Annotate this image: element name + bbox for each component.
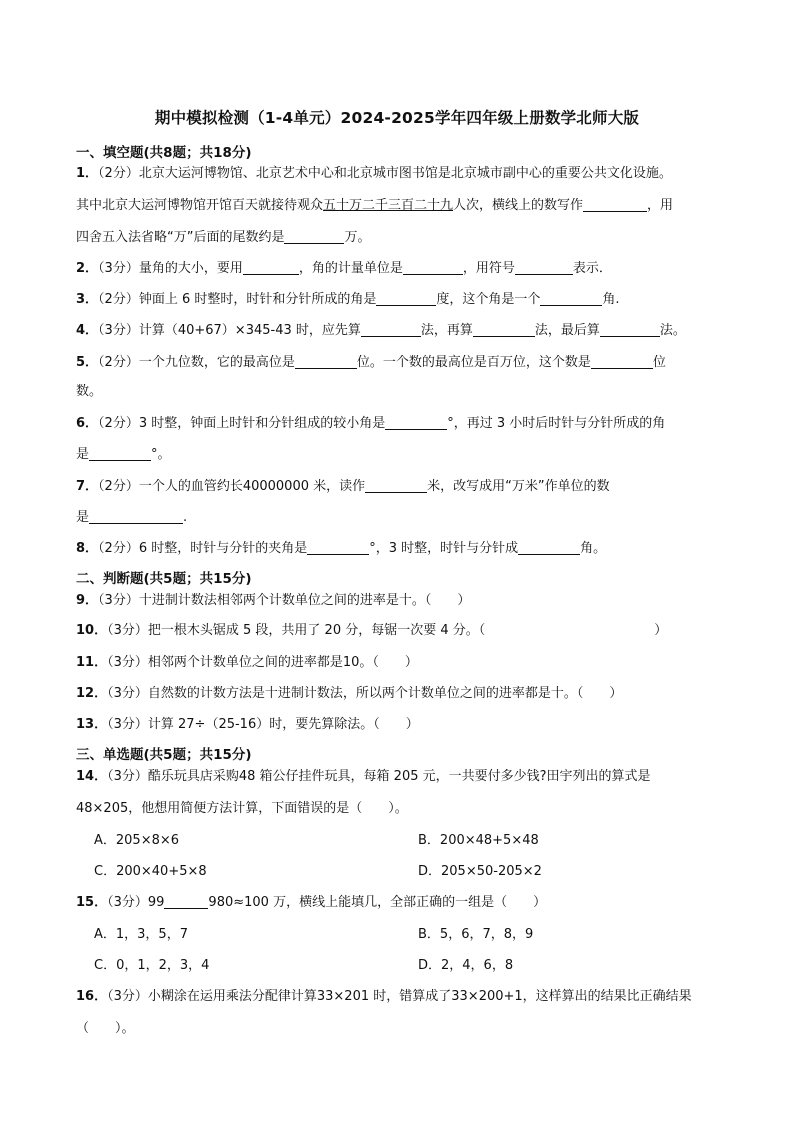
question-text: 数。 <box>76 384 103 399</box>
question-score: （3分） <box>107 686 148 701</box>
question-score: （3分） <box>98 593 139 608</box>
answer-blank[interactable] <box>243 260 299 275</box>
question-number: 3． <box>76 292 99 307</box>
question-2 <box>76 260 612 278</box>
page-title: 期中模拟检测（1-4单元）2024-2025学年四年级上册数学北师大版 <box>154 109 640 127</box>
question-text: °，3 时整，时针与分针成 <box>369 541 519 556</box>
question-5-line-1 <box>76 354 666 372</box>
question-number: 2． <box>76 261 99 276</box>
question-score: （2分） <box>98 355 139 370</box>
question-text: 是 <box>76 510 90 525</box>
answer-blank[interactable] <box>600 322 660 337</box>
question-text: 计算 27÷（25-16）时，要先算除法。（ ） <box>147 717 419 732</box>
question-text: 四舍五入法省略“万”后面的尾数约是 <box>76 230 285 245</box>
question-1-line-2 <box>76 197 673 215</box>
answer-blank[interactable] <box>89 446 151 461</box>
question-text: 角. <box>602 292 620 307</box>
question-text: 法，最后算 <box>534 323 600 338</box>
question-text: 米，改写成用“万米”作单位的数 <box>427 479 610 494</box>
question-text: 角。 <box>580 541 607 556</box>
question-text: 度，这个角是一个 <box>436 292 541 307</box>
question-number: 1． <box>76 166 99 181</box>
answer-blank[interactable] <box>376 291 436 306</box>
question-score: （3分） <box>107 655 148 670</box>
underlined-number-text: 五十万二千三百二十九 <box>323 198 454 213</box>
answer-blank[interactable] <box>473 322 535 337</box>
option-b[interactable]: B．200×48+5×48 <box>418 833 539 848</box>
question-text: 3 时整，钟面上时针和分针组成的较小角是 <box>138 416 386 431</box>
question-14-line-2 <box>76 800 408 818</box>
question-text: . <box>183 510 188 525</box>
question-text: 其中北京大运河博物馆开馆百天就接待观众 <box>76 198 324 213</box>
question-number: 6． <box>76 416 99 431</box>
question-text: 位。一个数的最高位是百万位，这个数是 <box>356 355 591 370</box>
question-text: 位 <box>652 355 666 370</box>
question-text: 法。 <box>659 323 686 338</box>
question-text: 人次，横线上的数写作 <box>453 198 584 213</box>
question-text: （ ）。 <box>76 1021 135 1036</box>
question-text: 酷乐玩具店采购48 箱公仔挂件玩具，每箱 205 元，一共要付多少钱?田宇列出的算式是 <box>147 769 651 784</box>
question-score: （3分） <box>107 717 148 732</box>
answer-blank[interactable] <box>591 354 653 369</box>
question-13 <box>76 716 419 734</box>
answer-blank[interactable] <box>403 260 463 275</box>
question-number: 11． <box>76 655 108 670</box>
question-text: 法，再算 <box>420 323 473 338</box>
question-9 <box>76 592 470 610</box>
question-text: 相邻两个计数单位之间的进率都是10。（ ） <box>147 655 418 670</box>
question-number: 13． <box>76 717 108 732</box>
question-text: 一个九位数，它的最高位是 <box>138 355 295 370</box>
question-16-line-2 <box>76 1020 135 1038</box>
answer-blank[interactable] <box>583 197 647 212</box>
question-text: 量角的大小，要用 <box>138 261 243 276</box>
question-text: 6 时整，时针与分针的夹角是 <box>138 541 308 556</box>
section-multiple-choice: 三、单选题(共5题；共15分) <box>76 747 252 763</box>
question-text: ，用符号 <box>462 261 515 276</box>
section-true-false: 二、判断题(共5题；共15分) <box>76 571 252 587</box>
question-text: °，再过 3 小时后时针与分针所成的角 <box>447 416 666 431</box>
option-d[interactable]: D．2，4，6，8 <box>418 958 514 973</box>
option-a[interactable]: A．205×8×6 <box>94 833 180 848</box>
question-text: 钟面上 6 时整时，时针和分针所成的角是 <box>138 292 377 307</box>
question-text: 99 <box>147 895 165 910</box>
question-16-line-1 <box>76 988 692 1006</box>
option-c[interactable]: C．0，1，2，3，4 <box>94 958 210 973</box>
question-text: 是 <box>76 447 90 462</box>
question-5-line-2 <box>76 383 102 401</box>
question-text: 计算（40+67）×345-43 时，应先算 <box>138 323 361 338</box>
question-text: ，角的计量单位是 <box>298 261 403 276</box>
question-text: 把一根木头锯成 5 段，共用了 20 分，每锯一次要 4 分。（ ） <box>147 623 668 638</box>
question-text: 表示． <box>572 261 612 276</box>
question-text: 48×205，他想用简便方法计算，下面错误的是（ ）。 <box>76 801 408 816</box>
question-10 <box>76 622 667 640</box>
question-text: 小糊涂在运用乘法分配律计算33×201 时，错算成了33×200+1，这样算出的结果比正确结果 <box>147 989 692 1004</box>
question-score: （3分） <box>98 261 139 276</box>
answer-blank[interactable] <box>540 291 602 306</box>
question-15 <box>76 894 546 912</box>
question-number: 16． <box>76 989 108 1004</box>
question-number: 7． <box>76 479 99 494</box>
answer-blank[interactable] <box>295 354 357 369</box>
question-1-line-3 <box>76 229 371 247</box>
question-number: 15． <box>76 895 108 910</box>
answer-blank[interactable] <box>307 540 369 555</box>
answer-blank[interactable] <box>164 894 208 909</box>
question-4 <box>76 322 686 340</box>
question-text: ，用 <box>647 198 674 213</box>
question-number: 9． <box>76 593 99 608</box>
question-score: （2分） <box>98 541 139 556</box>
question-7-line-2 <box>76 509 187 527</box>
question-7-line-1 <box>76 478 610 496</box>
question-text: 一个人的血管约长40000000 米，读作 <box>138 479 366 494</box>
question-3 <box>76 291 620 309</box>
answer-blank[interactable] <box>284 229 344 244</box>
question-score: （2分） <box>98 479 139 494</box>
question-11 <box>76 654 418 672</box>
question-score: （3分） <box>107 895 148 910</box>
question-14-line-1 <box>76 768 651 786</box>
question-score: （2分） <box>98 166 139 181</box>
section-fill-blank: 一、填空题(共8题；共18分) <box>76 145 252 161</box>
question-score: （3分） <box>107 623 148 638</box>
answer-blank[interactable] <box>518 540 580 555</box>
question-score: （3分） <box>107 769 148 784</box>
option-c[interactable]: C．200×40+5×8 <box>94 864 207 879</box>
question-number: 10． <box>76 623 108 638</box>
option-d[interactable]: D．205×50-205×2 <box>418 864 542 879</box>
question-12 <box>76 685 622 703</box>
question-text: 980≈100 万，横线上能填几，全部正确的一组是（ ） <box>208 895 547 910</box>
question-1-line-1 <box>76 165 672 183</box>
answer-blank[interactable] <box>361 322 421 337</box>
question-8 <box>76 540 606 558</box>
question-number: 12． <box>76 686 108 701</box>
question-score: （3分） <box>107 989 148 1004</box>
answer-blank[interactable] <box>385 415 447 430</box>
question-text: 自然数的计数方法是十进制计数法，所以两个计数单位之间的进率都是十。（ ） <box>147 686 623 701</box>
question-number: 14． <box>76 769 108 784</box>
question-score: （2分） <box>98 292 139 307</box>
question-text: 万。 <box>344 230 371 245</box>
question-score: （3分） <box>98 323 139 338</box>
answer-blank[interactable] <box>515 260 573 275</box>
question-6-line-2 <box>76 446 171 464</box>
question-score: （2分） <box>98 416 139 431</box>
answer-blank[interactable] <box>89 509 183 524</box>
option-b[interactable]: B．5，6，7，8，9 <box>418 927 534 942</box>
question-number: 4． <box>76 323 99 338</box>
question-text: 十进制计数法相邻两个计数单位之间的进率是十。（ ） <box>138 593 471 608</box>
question-6-line-1 <box>76 415 665 433</box>
question-number: 8． <box>76 541 99 556</box>
answer-blank[interactable] <box>365 478 427 493</box>
question-number: 5． <box>76 355 99 370</box>
option-a[interactable]: A．1，3，5，7 <box>94 927 188 942</box>
question-text: 北京大运河博物馆、北京艺术中心和北京城市图书馆是北京城市副中心的重要公共文化设施。 <box>138 166 672 181</box>
question-text: °。 <box>151 447 171 462</box>
